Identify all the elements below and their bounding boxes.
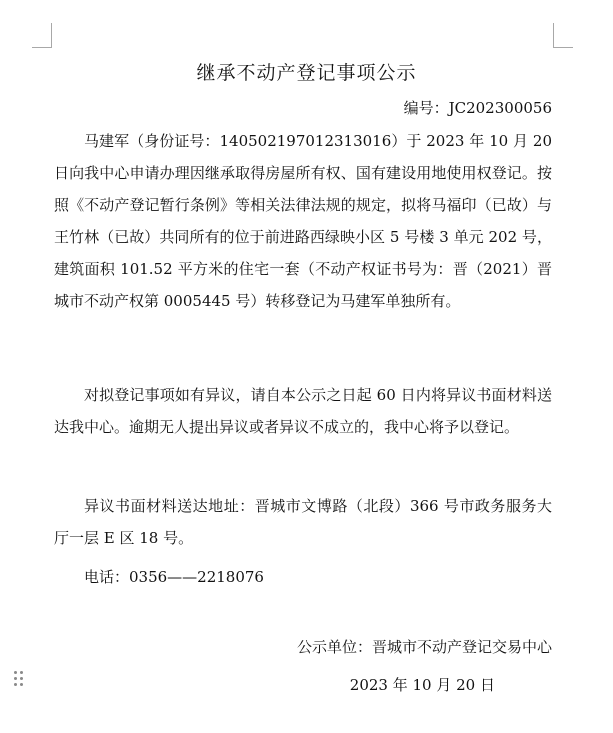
body-paragraph-objection: 对拟登记事项如有异议，请自本公示之日起 60 日内将异议书面材料送达我中心。逾期无人提出异议或者异议不成立的，我中心将予以登记。 xyxy=(54,386,552,436)
crop-mark-top-left xyxy=(32,23,52,48)
issuing-unit: 公示单位：晋城市不动产登记交易中心 xyxy=(296,638,552,656)
document-number: 编号：JC202300056 xyxy=(403,99,552,117)
notice-title: 继承不动产登记事项公示 xyxy=(196,62,417,84)
body-paragraph-applicant: 马建军（身份证号：140502197012313016）于 2023 年 10 月 20 日向我中心申请办理因继承取得房屋所有权、国有建设用地使用权登记。按照《不动产登记暂行条例》等相关法律法规的规定，拟将马福印（已故）与王竹林（已故）共同所有的位于前进路西绿映小区 5 号楼 3 单元 202 号，建筑面积 101.52 平方米的住宅一套（不动产权证书号为：晋（2021）晋城市不动产权第 0005445 号）转移登记为马建军单独所有。 xyxy=(54,132,552,310)
notice-date: 2023 年 10 月 20 日 xyxy=(349,676,495,694)
drag-handle-icon[interactable] xyxy=(14,671,24,687)
contact-phone: 电话：0356——2218076 xyxy=(84,568,264,586)
body-paragraph-address: 异议书面材料送达地址：晋城市文博路（北段）366 号市政务服务大厅一层 E 区 18 号。 xyxy=(54,497,552,547)
crop-mark-top-right xyxy=(553,23,573,48)
